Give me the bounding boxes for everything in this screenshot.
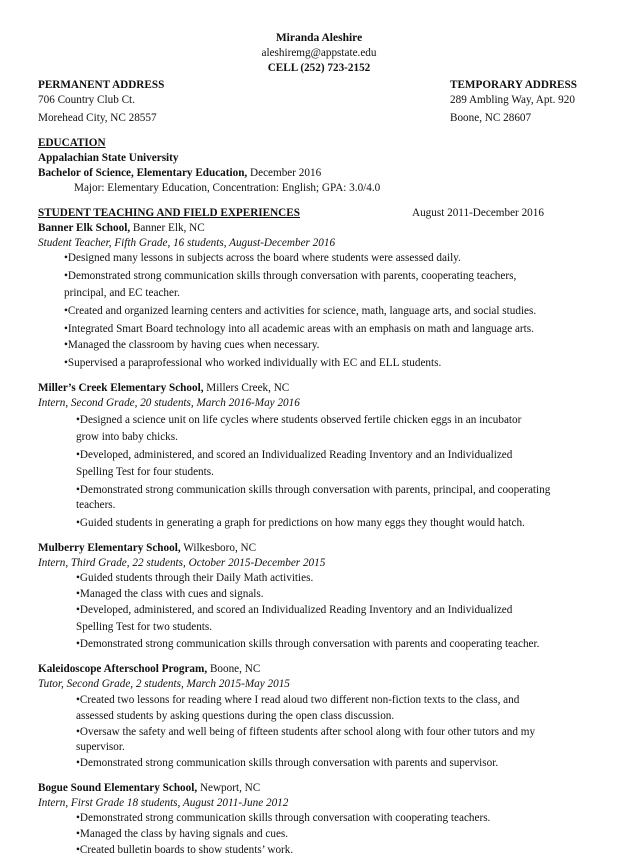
bullet-item: • Integrated Smart Board technology into all academic areas with an emphasis on math and language arts.	[64, 322, 600, 337]
bullet-item: •Demonstrated strong communication skills through conversation with parents, cooperating teachers,	[64, 270, 517, 282]
job-location: Banner Elk, NC	[130, 222, 205, 234]
candidate-name: Miranda Aleshire	[275, 32, 363, 44]
job-bullets	[38, 251, 600, 371]
bullet-continuation: principal, and EC teacher.	[64, 287, 180, 299]
job-location: Millers Creek, NC	[203, 382, 290, 394]
job-school: Kaleidoscope Afterschool Program,	[38, 663, 208, 675]
bullet-continuation: grow into baby chicks.	[76, 431, 178, 443]
job-bullets	[38, 413, 600, 531]
job-school: Bogue Sound Elementary School,	[38, 782, 198, 794]
bullet-item: • Demonstrated strong communication skills through conversation with cooperating teachers.	[76, 811, 600, 826]
job-bullets	[38, 571, 600, 652]
resume-page	[38, 31, 600, 858]
job-school: Mulberry Elementary School,	[38, 542, 181, 554]
permanent-address-line1: 706 Country Club Ct.	[38, 94, 135, 106]
permanent-address-line2: Morehead City, NC 28557	[38, 112, 157, 124]
major-line: Major: Elementary Education, Concentration: English; GPA: 3.0/4.0	[74, 182, 381, 194]
bullet-item: • Guided students through their Daily Math activities.	[76, 571, 600, 586]
bullet-item: • Demonstrated strong communication skills through conversation with parents and supervisor.	[76, 756, 600, 771]
education-heading: EDUCATION	[38, 137, 106, 149]
degree-line	[38, 166, 600, 181]
job-entry	[38, 662, 600, 771]
experience-dates: August 2011-December 2016	[412, 207, 544, 219]
job-bullets	[38, 693, 600, 771]
job-bullets	[38, 811, 600, 858]
bullet-item: • Developed, administered, and scored an Individualized Reading Inventory and an Individualized	[76, 448, 600, 463]
cell-phone: CELL (252) 723-2152	[267, 62, 371, 74]
bullet-item: • Developed, administered, and scored an Individualized Reading Inventory and an Individualized	[76, 603, 600, 618]
experience-heading: STUDENT TEACHING AND FIELD EXPERIENCES	[38, 207, 300, 219]
bullet-continuation: assessed students by asking questions during the open class discussion.	[76, 710, 395, 722]
bullet-item: • Created and organized learning centers and activities for science, math, language arts, and social studies.	[64, 304, 600, 319]
job-school: Miller’s Creek Elementary School,	[38, 382, 204, 394]
degree-name: Bachelor of Science, Elementary Education,	[38, 167, 248, 179]
job-role: Tutor, Second Grade, 2 students, March 2015-May 2015	[38, 678, 290, 690]
bullet-item: • Oversaw the safety and well being of fifteen students after school along with four other tutors and my	[76, 725, 600, 740]
job-entry	[38, 781, 600, 858]
address-line2-row	[38, 111, 600, 126]
job-location: Newport, NC	[197, 782, 261, 794]
job-location: Boone, NC	[207, 663, 261, 675]
temporary-address-label: TEMPORARY ADDRESS	[450, 79, 577, 91]
bullet-continuation: supervisor.	[76, 741, 125, 753]
bullet-item: • Created bulletin boards to show students’ work.	[76, 843, 600, 858]
bullet-item: • Managed the class by having signals and cues.	[76, 827, 600, 842]
job-entry	[38, 541, 600, 652]
degree-date: December 2016	[247, 167, 322, 179]
bullet-item: • Designed a science unit on life cycles where students observed fertile chicken eggs in an incubator	[76, 413, 600, 428]
address-line1-row	[38, 93, 600, 108]
job-role: Intern, Second Grade, 20 students, March 2016-May 2016	[38, 397, 300, 409]
address-labels-row	[38, 78, 600, 93]
bullet-continuation: Spelling Test for four students.	[76, 466, 214, 478]
bullet-item: • Managed the classroom by having cues when necessary.	[64, 338, 600, 353]
bullet-item: • Demonstrated strong communication skills through conversation with parents, principal, and cooperating	[76, 483, 600, 498]
experience-heading-row	[38, 206, 600, 221]
job-role: Intern, Third Grade, 22 students, October 2015-December 2015	[38, 557, 326, 569]
job-entry	[38, 221, 600, 371]
job-school: Banner Elk School,	[38, 222, 131, 234]
bullet-item: • Supervised a paraprofessional who worked individually with EC and ELL students.	[64, 356, 600, 371]
bullet-item: • Created two lessons for reading where I read aloud two different non-fiction texts to the class, and	[76, 693, 600, 708]
bullet-continuation: teachers.	[76, 499, 116, 511]
temporary-address-line1: 289 Ambling Way, Apt. 920	[450, 94, 575, 106]
bullet-item: • Demonstrated strong communication skills through conversation with parents and cooperating teacher.	[76, 637, 600, 652]
job-role: Intern, First Grade 18 students, August 2011-June 2012	[38, 797, 289, 809]
bullet-item: • Managed the class with cues and signals.	[76, 587, 600, 602]
job-location: Wilkesboro, NC	[180, 542, 257, 554]
temporary-address-line2: Boone, NC 28607	[450, 112, 532, 124]
job-entry	[38, 381, 600, 531]
bullet-continuation: Spelling Test for two students.	[76, 621, 213, 633]
email-address: aleshiremg@appstate.edu	[261, 47, 377, 59]
job-role: Student Teacher, Fifth Grade, 16 students, August-December 2016	[38, 237, 336, 249]
bullet-item: • Designed many lessons in subjects across the board where students were assessed daily.	[64, 251, 600, 266]
bullet-item: • Guided students in generating a graph for predictions on how many eggs they thought would hatch.	[76, 516, 600, 531]
university-name: Appalachian State University	[38, 152, 179, 164]
permanent-address-label: PERMANENT ADDRESS	[38, 79, 165, 91]
